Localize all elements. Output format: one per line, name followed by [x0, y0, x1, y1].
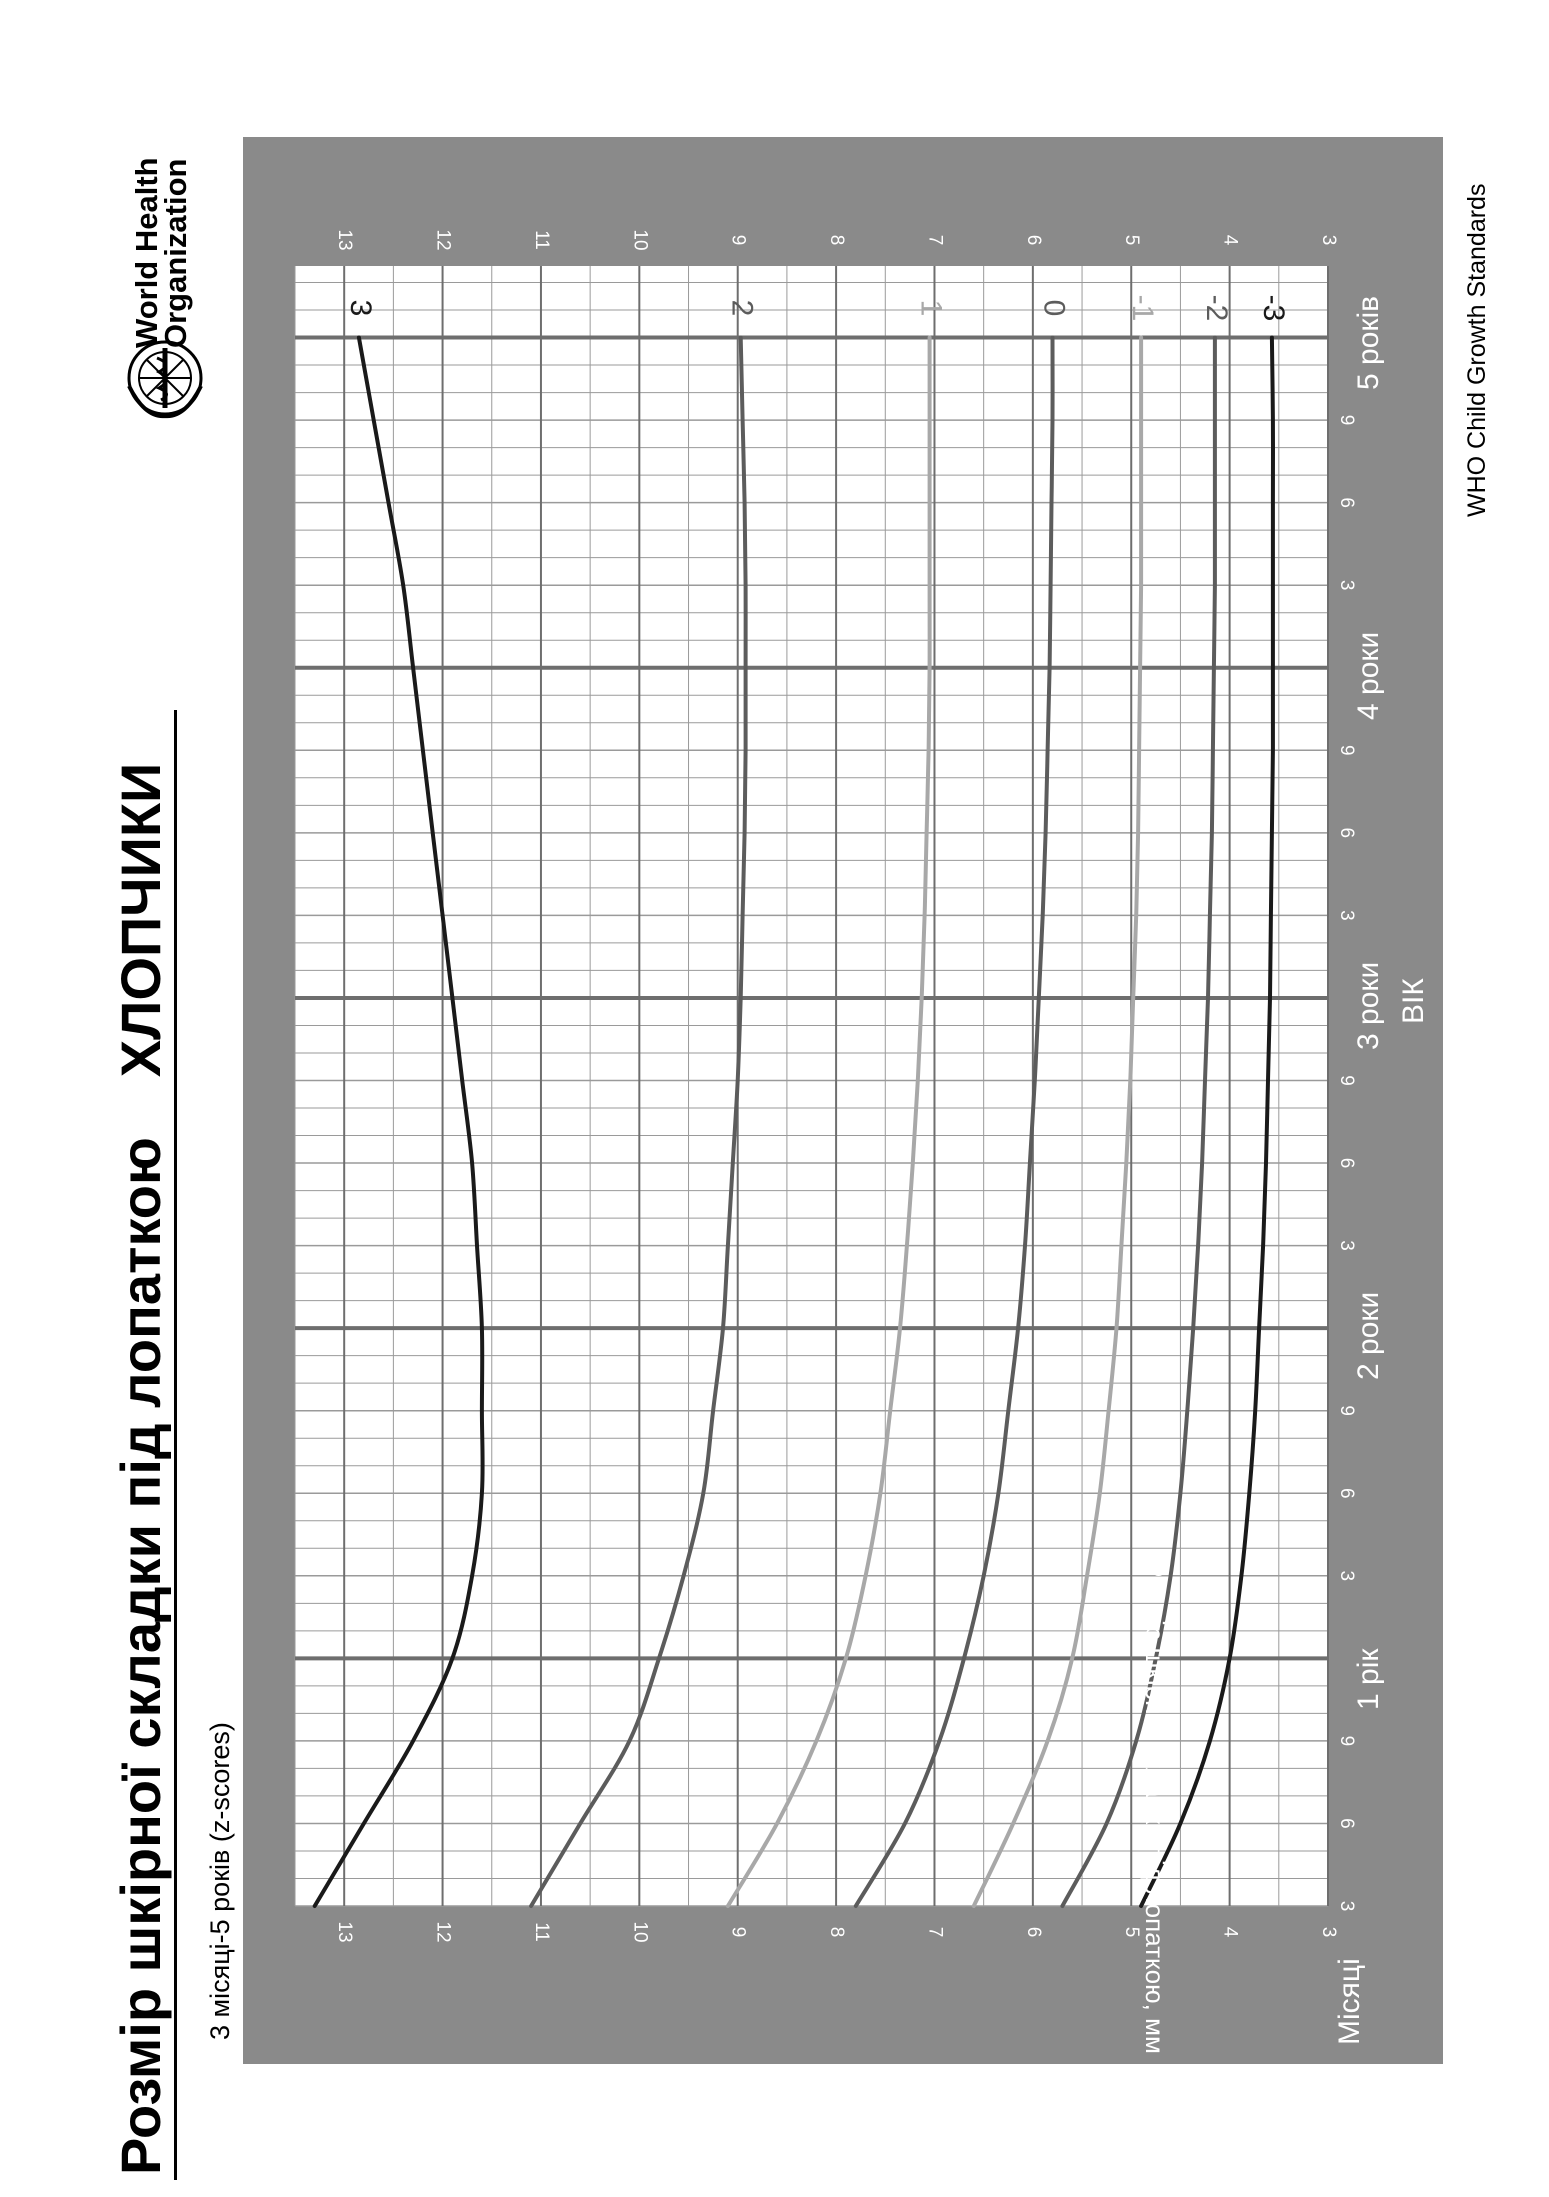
y-tick-label: 6	[1022, 1926, 1044, 1938]
x-tick-label: 6	[1335, 497, 1357, 508]
y-tick-label: 13	[334, 1921, 356, 1943]
y-tick-label: 10	[629, 1921, 651, 1943]
x-tick-label: 6	[1335, 1157, 1357, 1169]
x-year-label: 5 років	[1352, 295, 1385, 390]
y-axis-label: Розмір шкірної складки під лопаткою, мм	[1140, 1560, 1170, 2054]
x-tick-label: 3	[1335, 1240, 1357, 1251]
y-tick-label: 5	[1121, 234, 1143, 246]
y-tick-label: 3	[1317, 1926, 1339, 1938]
x-tick-label: 9	[1335, 414, 1357, 426]
x-unit-label: Місяці	[1333, 1958, 1366, 2045]
x-tick-label: 3	[1335, 1900, 1357, 1912]
y-tick-label: 7	[924, 234, 946, 246]
x-tick-label: 6	[1335, 1818, 1357, 1829]
z-label: 3	[344, 299, 378, 317]
y-tick-label: 7	[924, 1926, 946, 1938]
x-tick-label: 9	[1335, 1075, 1357, 1086]
y-tick-label: 9	[727, 234, 749, 246]
y-tick-label: 11	[530, 1922, 552, 1942]
y-tick-label: 4	[1219, 1926, 1241, 1938]
x-tick-label: 3	[1335, 1570, 1357, 1582]
z-label: -3	[1257, 294, 1291, 322]
x-tick-label: 3	[1335, 579, 1357, 591]
z-label: 1	[914, 299, 948, 317]
z-label: 2	[725, 299, 759, 317]
title-sex: ХЛОПЧИКИ	[109, 762, 172, 1078]
title-underline	[174, 710, 177, 2180]
x-tick-label: 9	[1335, 1735, 1357, 1747]
x-axis-label: ВІК	[1397, 978, 1430, 1024]
who-logo-line1: World Health	[129, 157, 164, 348]
x-year-label: 1 рік	[1352, 1648, 1385, 1711]
z-label: -2	[1199, 294, 1233, 322]
y-tick-label: 4	[1219, 234, 1241, 246]
who-logo-text	[129, 157, 193, 348]
x-year-label: 4 роки	[1352, 631, 1385, 720]
y-tick-label: 9	[727, 1926, 749, 1938]
y-tick-label: 6	[1022, 234, 1044, 246]
x-year-label: 2 роки	[1352, 1291, 1385, 1381]
y-tick-label: 13	[334, 229, 356, 251]
y-tick-label: 5	[1121, 1926, 1143, 1938]
y-tick-label: 3	[1317, 234, 1339, 246]
x-tick-label: 9	[1335, 745, 1357, 756]
subtitle: 3 місяці-5 років (z-scores)	[205, 1722, 235, 2040]
x-tick-label: 6	[1335, 827, 1357, 839]
page-title	[108, 763, 173, 2175]
z-label: 0	[1037, 299, 1071, 317]
z-label: -1	[1126, 294, 1160, 322]
y-tick-label: 12	[432, 1921, 454, 1943]
who-logo-line2: Organization	[158, 158, 193, 348]
source-label: WHO Child Growth Standards	[1463, 183, 1491, 517]
x-tick-label: 9	[1335, 1405, 1357, 1416]
y-tick-label: 12	[432, 229, 454, 251]
x-tick-label: 3	[1335, 910, 1357, 921]
x-year-label: 3 роки	[1352, 961, 1385, 1050]
title-main: Розмір шкірної складки під лопаткою	[109, 1137, 172, 2175]
y-tick-label: 11	[530, 230, 552, 250]
x-tick-label: 6	[1335, 1487, 1357, 1499]
y-tick-label: 10	[629, 229, 651, 251]
y-tick-label: 8	[826, 234, 848, 246]
y-tick-label: 8	[826, 1926, 848, 1938]
who-emblem-icon	[129, 342, 201, 416]
